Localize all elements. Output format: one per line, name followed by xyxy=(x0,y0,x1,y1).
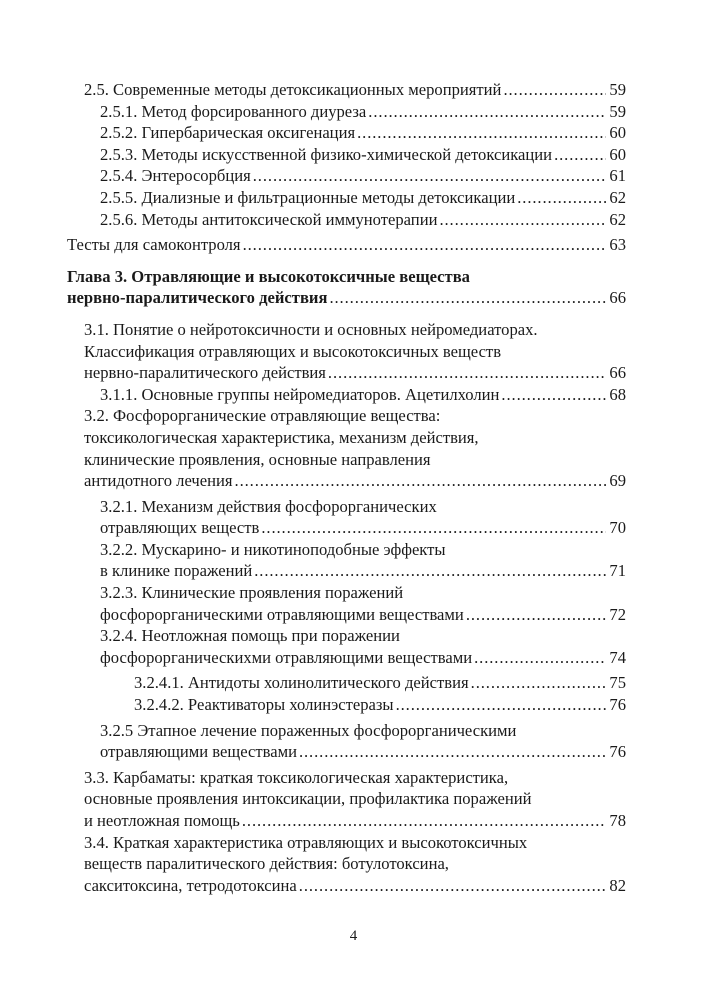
toc-entry-title: в клинике поражений xyxy=(100,561,253,581)
toc-entry-title-line: 3.2.4. Неотложная помощь при поражении xyxy=(100,626,400,646)
toc-page-number: 76 xyxy=(609,695,626,715)
toc-entry-title: 2.5. Современные методы детоксикационных мероприятий xyxy=(84,80,502,99)
toc-entry-self-tests[interactable] xyxy=(67,234,626,256)
toc-page-number: 69 xyxy=(609,471,626,491)
toc-entry[interactable] xyxy=(84,209,626,231)
toc-entry[interactable] xyxy=(84,720,626,763)
toc-entry-title-line: 3.2. Фосфорорганические отравляющие вещества: xyxy=(84,406,441,426)
toc-entry[interactable] xyxy=(84,539,626,582)
toc-entry[interactable] xyxy=(84,319,626,384)
toc-entry[interactable] xyxy=(84,625,626,668)
dot-leader xyxy=(396,694,607,716)
toc-entry-title: 2.5.1. Метод форсированного диуреза xyxy=(100,101,367,121)
toc-entry-title-line: Классификация отравляющих и высокотоксичных веществ xyxy=(84,341,502,361)
toc-page-number: 61 xyxy=(609,166,626,186)
toc-page-number: 63 xyxy=(609,235,626,255)
toc-page-number: 71 xyxy=(609,561,626,581)
toc-page-number: 60 xyxy=(609,123,626,143)
dot-leader xyxy=(474,647,606,669)
toc-entry[interactable] xyxy=(84,384,626,406)
toc-page-number: 70 xyxy=(609,518,626,538)
dot-leader xyxy=(503,79,606,101)
dot-leader xyxy=(235,470,607,492)
toc-page-number: 74 xyxy=(609,647,626,667)
toc-entry-title: отравляющими веществами xyxy=(100,742,297,762)
toc-page-number: 76 xyxy=(609,742,626,762)
dot-leader xyxy=(466,604,607,626)
toc-entry-title: нервно-паралитического действия xyxy=(84,363,326,383)
toc-entry-title: нервно-паралитического действия xyxy=(67,288,328,308)
toc-entry-title: антидотного лечения xyxy=(84,471,233,491)
toc-entry[interactable] xyxy=(84,832,626,897)
dot-leader xyxy=(439,209,606,231)
toc-entry-title-line: 3.4. Краткая характеристика отравляющих и высокотоксичных xyxy=(84,832,528,852)
toc-entry-title: фосфорорганическихми отравляющими веществами xyxy=(100,647,473,667)
toc-entry-title-line: основные проявления интоксикации, профилактика поражений xyxy=(84,789,532,809)
dot-leader xyxy=(368,101,606,123)
toc-entry-title: 3.2.4.2. Реактиваторы холинэстеразы xyxy=(134,695,394,715)
toc-entry[interactable] xyxy=(84,694,626,716)
toc-entry-title: отравляющих веществ xyxy=(100,518,260,538)
toc-entry-title-line: 3.2.3. Клинические проявления поражений xyxy=(100,583,404,603)
toc-entry-title-line: Глава 3. Отравляющие и высокотоксичные вещества xyxy=(67,266,470,286)
toc-entry-title: 2.5.3. Методы искусственной физико-химической детоксикации xyxy=(100,144,553,164)
dot-leader xyxy=(254,560,606,582)
toc-entry-title: сакситоксина, тетродотоксина xyxy=(84,875,297,895)
dot-leader xyxy=(328,362,606,384)
toc-entry[interactable] xyxy=(84,79,626,101)
table-of-contents xyxy=(67,79,626,896)
toc-entry-title: Тесты для самоконтроля xyxy=(67,235,241,255)
toc-entry-title: 3.2.4.1. Антидоты холинолитического действия xyxy=(134,673,469,693)
toc-entry-title-line: 3.2.5 Этапное лечение пораженных фосфорорганическими xyxy=(100,720,517,740)
toc-entry-title: и неотложная помощь xyxy=(84,811,240,830)
toc-entry-title: фосфорорганическими отравляющими веществами xyxy=(100,604,464,624)
toc-page-number: 82 xyxy=(609,875,626,895)
toc-page-number: 66 xyxy=(609,363,626,383)
toc-chapter-heading[interactable] xyxy=(67,266,626,309)
toc-entry-title: 2.5.2. Гипербарическая оксигенация xyxy=(100,123,356,143)
toc-entry[interactable] xyxy=(84,101,626,123)
dot-leader xyxy=(299,741,606,763)
toc-entry-title-line: веществ паралитического действия: ботулотоксина, xyxy=(84,854,449,874)
toc-entry[interactable] xyxy=(84,405,626,491)
toc-page-number: 72 xyxy=(609,604,626,624)
toc-page-number: 78 xyxy=(609,811,626,830)
toc-entry-title: 2.5.5. Диализные и фильтрационные методы детоксикации xyxy=(100,187,516,207)
toc-entry-title: 3.1.1. Основные группы нейромедиаторов. Ацетилхолин xyxy=(100,384,500,404)
dot-leader xyxy=(501,384,606,406)
toc-entry[interactable] xyxy=(84,672,626,694)
toc-entry[interactable] xyxy=(84,144,626,166)
toc-entry[interactable] xyxy=(84,187,626,209)
toc-entry-title-line: 3.2.1. Механизм действия фосфорорганических xyxy=(100,496,437,516)
toc-entry-title-line: 3.3. Карбаматы: краткая токсикологическая характеристика, xyxy=(84,767,509,787)
dot-leader xyxy=(299,875,607,897)
toc-entry[interactable] xyxy=(84,122,626,144)
dot-leader xyxy=(554,144,606,166)
toc-page-number: 62 xyxy=(609,187,626,207)
page-number: 4 xyxy=(349,928,358,944)
toc-entry[interactable] xyxy=(84,165,626,187)
toc-page-number: 59 xyxy=(609,101,626,121)
toc-entry-title: 2.5.6. Методы антитоксической иммунотерапии xyxy=(100,209,438,229)
dot-leader xyxy=(329,287,606,309)
toc-entry-title-line: клинические проявления, основные направления xyxy=(84,449,431,469)
toc-entry-title: 2.5.4. Энтеросорбция xyxy=(100,166,251,186)
toc-entry-title-line: 3.2.2. Мускарино- и никотиноподобные эффекты xyxy=(100,539,446,559)
toc-entry[interactable] xyxy=(84,767,626,832)
dot-leader xyxy=(253,165,607,187)
dot-leader xyxy=(517,187,606,209)
toc-entry[interactable] xyxy=(84,496,626,539)
dot-leader xyxy=(243,234,607,256)
toc-page-number: 68 xyxy=(609,384,626,404)
toc-page-number: 59 xyxy=(609,80,626,99)
toc-entry[interactable] xyxy=(84,582,626,625)
dot-leader xyxy=(261,517,606,539)
toc-page-number: 62 xyxy=(609,209,626,229)
dot-leader xyxy=(357,122,606,144)
dot-leader xyxy=(242,810,607,832)
toc-page-number: 66 xyxy=(609,288,626,308)
dot-leader xyxy=(471,672,607,694)
toc-entry-title-line: токсикологическая характеристика, механизм действия, xyxy=(84,427,479,447)
toc-page-number: 60 xyxy=(609,144,626,164)
toc-page-number: 75 xyxy=(609,673,626,693)
toc-entry-title-line: 3.1. Понятие о нейротоксичности и основных нейромедиаторах. xyxy=(84,319,538,339)
